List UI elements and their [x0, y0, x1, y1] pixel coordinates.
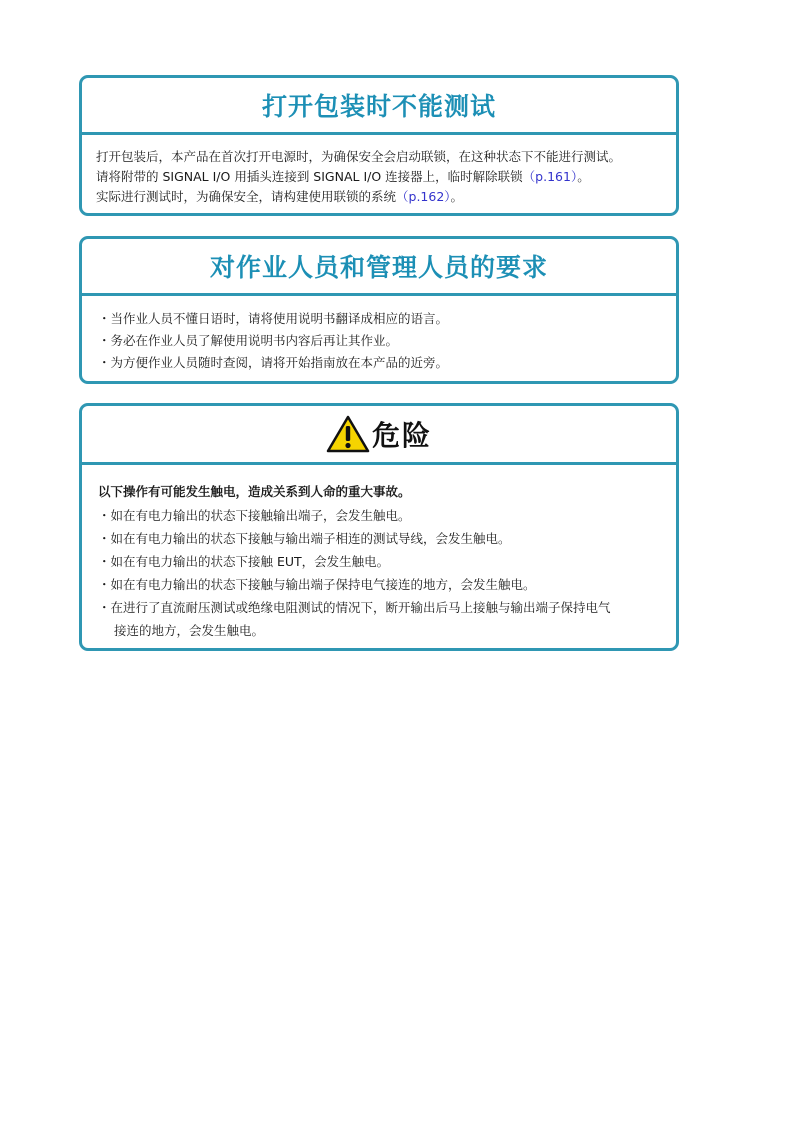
warning-triangle-icon [326, 415, 370, 453]
list-item: ・如在有电力输出的状态下接触输出端子，会发生触电。 [98, 508, 411, 523]
list-item: ・如在有电力输出的状态下接触 EUT，会发生触电。 [98, 554, 390, 569]
paragraph-text: 请将附带的 SIGNAL I/O 用插头连接到 SIGNAL I/O 连接器上，临时解除联锁 [96, 169, 523, 184]
paragraph-text: 实际进行测试时，为确保安全，请构建使用联锁的系统 [96, 189, 397, 204]
notice-box-unpacking [79, 75, 679, 216]
paragraph-text: 。 [450, 189, 464, 204]
list-item-continuation: 接连的地方，会发生触电。 [114, 623, 265, 638]
notice-box-header [82, 239, 676, 296]
list-item: ・为方便作业人员随时查阅，请将开始指南放在本产品的近旁。 [98, 355, 449, 370]
list-item: ・如在有电力输出的状态下接触与输出端子相连的测试导线，会发生触电。 [98, 531, 511, 546]
notice-box-body [82, 296, 676, 374]
danger-title: 危险 [371, 419, 432, 452]
notice-box-body [82, 135, 676, 207]
list-item: ・在进行了直流耐压测试或绝缘电阻测试的情况下，断开输出后马上接触与输出端子保持电气 [98, 600, 611, 615]
paragraph-line: 打开包装后，本产品在首次打开电源时，为确保安全会启动联锁，在这种状态下不能进行测试。 [96, 149, 622, 164]
danger-box-body [82, 465, 676, 642]
list-item: ・当作业人员不懂日语时，请将使用说明书翻译成相应的语言。 [98, 311, 449, 326]
page-reference-link[interactable]: （p.162） [396, 189, 451, 204]
paragraph-line [96, 187, 662, 207]
page-reference-link[interactable]: （p.161） [522, 169, 578, 184]
danger-lead-text: 以下操作有可能发生触电，造成关系到人命的重大事故。 [98, 484, 411, 499]
list-item: ・如在有电力输出的状态下接触与输出端子保持电气接连的地方，会发生触电。 [98, 577, 536, 592]
list-item: ・务必在作业人员了解使用说明书内容后再让其作业。 [98, 333, 399, 348]
section-title: 打开包装时不能测试 [261, 92, 496, 121]
notice-box-operator-requirements [79, 236, 679, 384]
danger-box [79, 403, 679, 651]
paragraph-text: 。 [577, 169, 590, 184]
paragraph-line [96, 167, 662, 187]
danger-box-header [82, 406, 676, 465]
notice-box-header [82, 78, 676, 135]
section-title: 对作业人员和管理人员的要求 [209, 253, 548, 282]
